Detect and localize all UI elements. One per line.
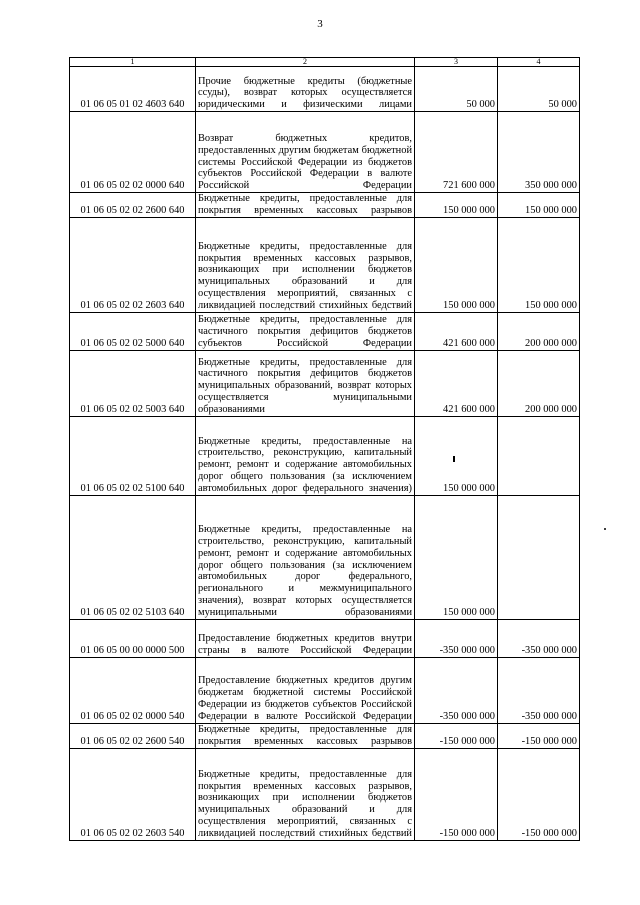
table-row <box>70 193 580 218</box>
row-code: 01 06 05 02 02 2600 640 <box>70 193 196 218</box>
row-code: 01 06 05 02 02 5100 640 <box>70 416 196 495</box>
row-value-col3: 421 600 000 <box>415 312 498 350</box>
column-header-4: 4 <box>498 58 580 67</box>
row-value-col3: 150 000 000 <box>415 193 498 218</box>
row-description: Бюджетные кредиты, предоставленные для частичного покрытия дефицитов бюджетов субъектов Российской Федерации <box>196 312 415 350</box>
row-code: 01 06 05 00 00 0000 500 <box>70 619 196 657</box>
row-value-col4: -150 000 000 <box>498 723 580 748</box>
table-row <box>70 112 580 193</box>
row-value-col4 <box>498 416 580 495</box>
row-value-col3: 150 000 000 <box>415 217 498 312</box>
row-code: 01 06 05 02 02 5103 640 <box>70 495 196 619</box>
page-number: 3 <box>317 18 323 30</box>
row-description: Бюджетные кредиты, предоставленные для покрытия временных кассовых разрывов, возникающих при исполнении бюджетов муниципальных образований и для осуществления мероприятий, связанных с ликвидацией последствий стихийных бедствий <box>196 217 415 312</box>
row-code: 01 06 05 02 02 2603 640 <box>70 217 196 312</box>
table-row <box>70 350 580 416</box>
row-value-col4: 200 000 000 <box>498 312 580 350</box>
table-header-row <box>70 58 580 67</box>
table-row <box>70 748 580 840</box>
row-description: Предоставление бюджетных кредитов внутри страны в валюте Российской Федерации <box>196 619 415 657</box>
table-row <box>70 217 580 312</box>
row-value-col3: 150 000 000 <box>415 416 498 495</box>
row-description: Бюджетные кредиты, предоставленные для покрытия временных кассовых разрывов <box>196 723 415 748</box>
table-row <box>70 312 580 350</box>
row-value-col3: -150 000 000 <box>415 723 498 748</box>
row-value-col4: 150 000 000 <box>498 217 580 312</box>
scan-dot-mark <box>604 528 606 530</box>
scan-tick-mark <box>453 456 455 462</box>
table-row <box>70 495 580 619</box>
row-description: Бюджетные кредиты, предоставленные для покрытия временных кассовых разрывов, возникающих при исполнении бюджетов муниципальных образований и для осуществления мероприятий, связанных с ликвидацией последствий стихийных бедствий <box>196 748 415 840</box>
row-value-col4: -350 000 000 <box>498 657 580 723</box>
table-row <box>70 657 580 723</box>
row-code: 01 06 05 02 02 0000 540 <box>70 657 196 723</box>
budget-table <box>69 57 580 841</box>
row-value-col3: 150 000 000 <box>415 495 498 619</box>
row-value-col4: 350 000 000 <box>498 112 580 193</box>
column-header-2: 2 <box>196 58 415 67</box>
row-value-col4: 50 000 <box>498 67 580 112</box>
row-value-col3: -150 000 000 <box>415 748 498 840</box>
row-description: Прочие бюджетные кредиты (бюджетные ссуды), возврат которых осуществляется юридическими и физическими лицами <box>196 67 415 112</box>
row-code: 01 06 05 01 02 4603 640 <box>70 67 196 112</box>
row-code: 01 06 05 02 02 0000 640 <box>70 112 196 193</box>
row-code: 01 06 05 02 02 5000 640 <box>70 312 196 350</box>
row-value-col3: 421 600 000 <box>415 350 498 416</box>
row-value-col4: 200 000 000 <box>498 350 580 416</box>
table-row <box>70 619 580 657</box>
row-description: Бюджетные кредиты, предоставленные для частичного покрытия дефицитов бюджетов муниципальных образований, возврат которых осуществляется муниципальными образованиями <box>196 350 415 416</box>
table-row <box>70 416 580 495</box>
row-description: Предоставление бюджетных кредитов другим бюджетам бюджетной системы Российской Федерации из бюджетов субъектов Российской Федерации в валюте Российской Федерации <box>196 657 415 723</box>
table-row <box>70 67 580 112</box>
row-value-col4 <box>498 495 580 619</box>
row-description: Бюджетные кредиты, предоставленные на строительство, реконструкцию, капитальный ремонт, ремонт и содержание автомобильных дорог общего пользования (за исключением автомобильных дорог федерального, регионального и межмуниципального значения), возврат которых осуществляется муниципальными образованиями <box>196 495 415 619</box>
row-value-col3: 721 600 000 <box>415 112 498 193</box>
row-description: Возврат бюджетных кредитов, предоставленных другим бюджетам бюджетной системы Российской Федерации из бюджетов субъектов Российской Федерации в валюте Российской Федерации <box>196 112 415 193</box>
table-row <box>70 723 580 748</box>
column-header-3: 3 <box>415 58 498 67</box>
row-description: Бюджетные кредиты, предоставленные на строительство, реконструкцию, капитальный ремонт, ремонт и содержание автомобильных дорог общего пользования (за исключением автомобильных дорог федерального значения) <box>196 416 415 495</box>
row-value-col4: 150 000 000 <box>498 193 580 218</box>
row-code: 01 06 05 02 02 2603 540 <box>70 748 196 840</box>
column-header-1: 1 <box>70 58 196 67</box>
row-value-col3: 50 000 <box>415 67 498 112</box>
row-value-col4: -350 000 000 <box>498 619 580 657</box>
row-value-col3: -350 000 000 <box>415 657 498 723</box>
row-value-col4: -150 000 000 <box>498 748 580 840</box>
row-code: 01 06 05 02 02 5003 640 <box>70 350 196 416</box>
row-value-col3: -350 000 000 <box>415 619 498 657</box>
row-code: 01 06 05 02 02 2600 540 <box>70 723 196 748</box>
row-description: Бюджетные кредиты, предоставленные для покрытия временных кассовых разрывов <box>196 193 415 218</box>
